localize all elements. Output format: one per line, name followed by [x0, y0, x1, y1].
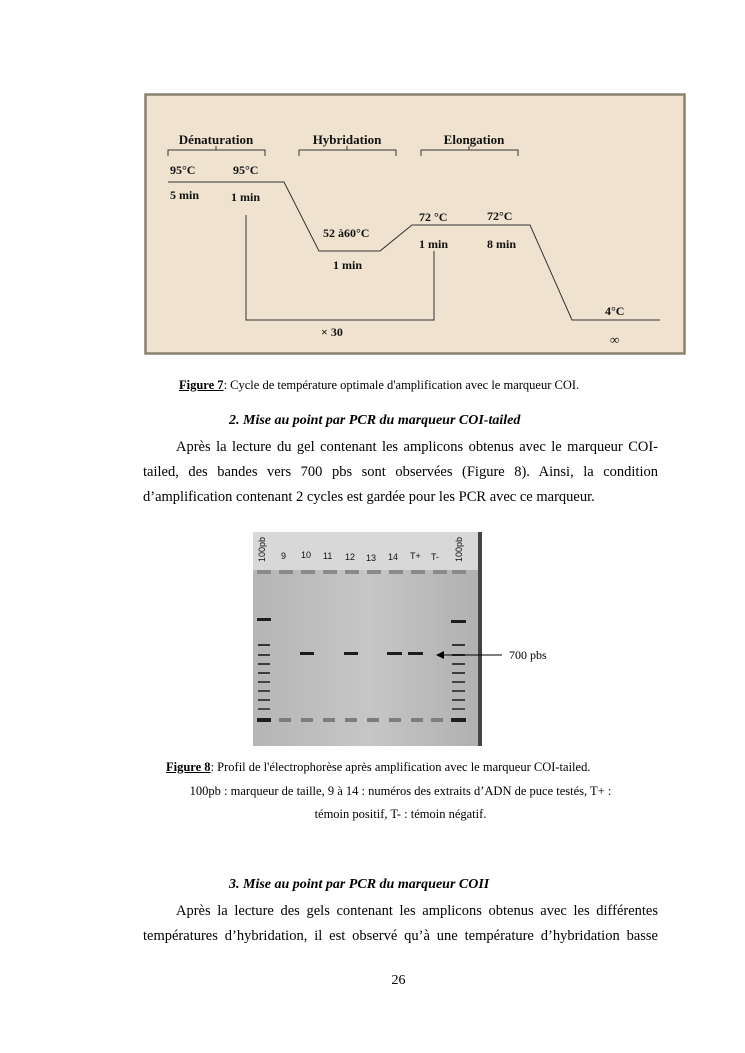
- phase-label-elongation: Elongation: [443, 132, 505, 147]
- lane-label-ladder-right: 100pb: [454, 536, 464, 562]
- cycle-count: × 30: [321, 325, 343, 339]
- page-number: 26: [391, 973, 406, 988]
- band-size-annotation: 700 pbs: [509, 648, 547, 662]
- lane-label-t-minus: T-: [431, 552, 439, 562]
- gel-edge: [478, 532, 482, 746]
- step6-temp: 4°C: [605, 304, 625, 318]
- figure8-caption-line3: témoin positif, T- : témoin négatif.: [314, 807, 487, 821]
- figure8-caption-text: : Profil de l'électrophorèse après amplification avec le marqueur COI-tailed.: [210, 760, 591, 774]
- phase-label-hybridation: Hybridation: [312, 132, 382, 147]
- step1-temp: 95°C: [170, 163, 196, 177]
- lane-label-11: 11: [323, 551, 333, 561]
- lane-label-ladder-left: 100pb: [257, 536, 267, 562]
- step2-temp: 95°C: [233, 163, 259, 177]
- figure7-caption-label: Figure 7: [179, 378, 224, 392]
- lane-label-10: 10: [301, 550, 312, 560]
- lane-label-t-plus: T+: [410, 551, 421, 561]
- figure8-caption-line2: 100pb : marqueur de taille, 9 à 14 : numéros des extraits d’ADN de puce testés, T+ :: [189, 784, 612, 798]
- gel-well-area: [253, 532, 482, 570]
- lane-label-9: 9: [281, 551, 287, 561]
- step2-time: 1 min: [231, 190, 261, 204]
- figure8-caption: [166, 760, 590, 775]
- step5-temp: 72°C: [487, 209, 513, 223]
- section3-heading: 3. Mise au point par PCR du marqueur COII: [229, 877, 490, 892]
- step1-time: 5 min: [170, 188, 200, 202]
- figure7-caption: [179, 378, 579, 393]
- figure8-caption-label: Figure 8: [166, 760, 211, 774]
- band-arrow: [436, 648, 506, 664]
- step4-temp: 72 °C: [419, 210, 448, 224]
- section2-heading: 2. Mise au point par PCR du marqueur COI-tailed: [229, 413, 521, 428]
- figure7-caption-text: : Cycle de température optimale d'amplification avec le marqueur COI.: [223, 378, 580, 392]
- phase-label-denaturation: Dénaturation: [178, 132, 254, 147]
- gel-electrophoresis-image: [253, 532, 482, 746]
- lane-label-14: 14: [388, 552, 399, 562]
- step3-time: 1 min: [333, 258, 363, 272]
- step4-time: 1 min: [419, 237, 449, 251]
- lane-label-13: 13: [366, 553, 377, 563]
- lane-label-12: 12: [345, 552, 356, 562]
- section3-paragraph: Après la lecture des gels contenant les amplicons obtenus avec les différentes températures d’hybridation, il est observé qu’à une température d’hybridation basse: [143, 903, 658, 944]
- step3-temp: 52 à60°C: [323, 226, 370, 240]
- pcr-cycle-diagram: [144, 93, 686, 355]
- section2-paragraph: Après la lecture du gel contenant les amplicons obtenus avec le marqueur COI-tailed, des bandes vers 700 pbs sont observées (Figure 8). Ainsi, la condition d’amplification contenant 2 cycles est gardée pour les PCR avec ce marqueur.: [143, 439, 658, 505]
- step5-time: 8 min: [487, 237, 517, 251]
- step6-time: ∞: [610, 332, 620, 347]
